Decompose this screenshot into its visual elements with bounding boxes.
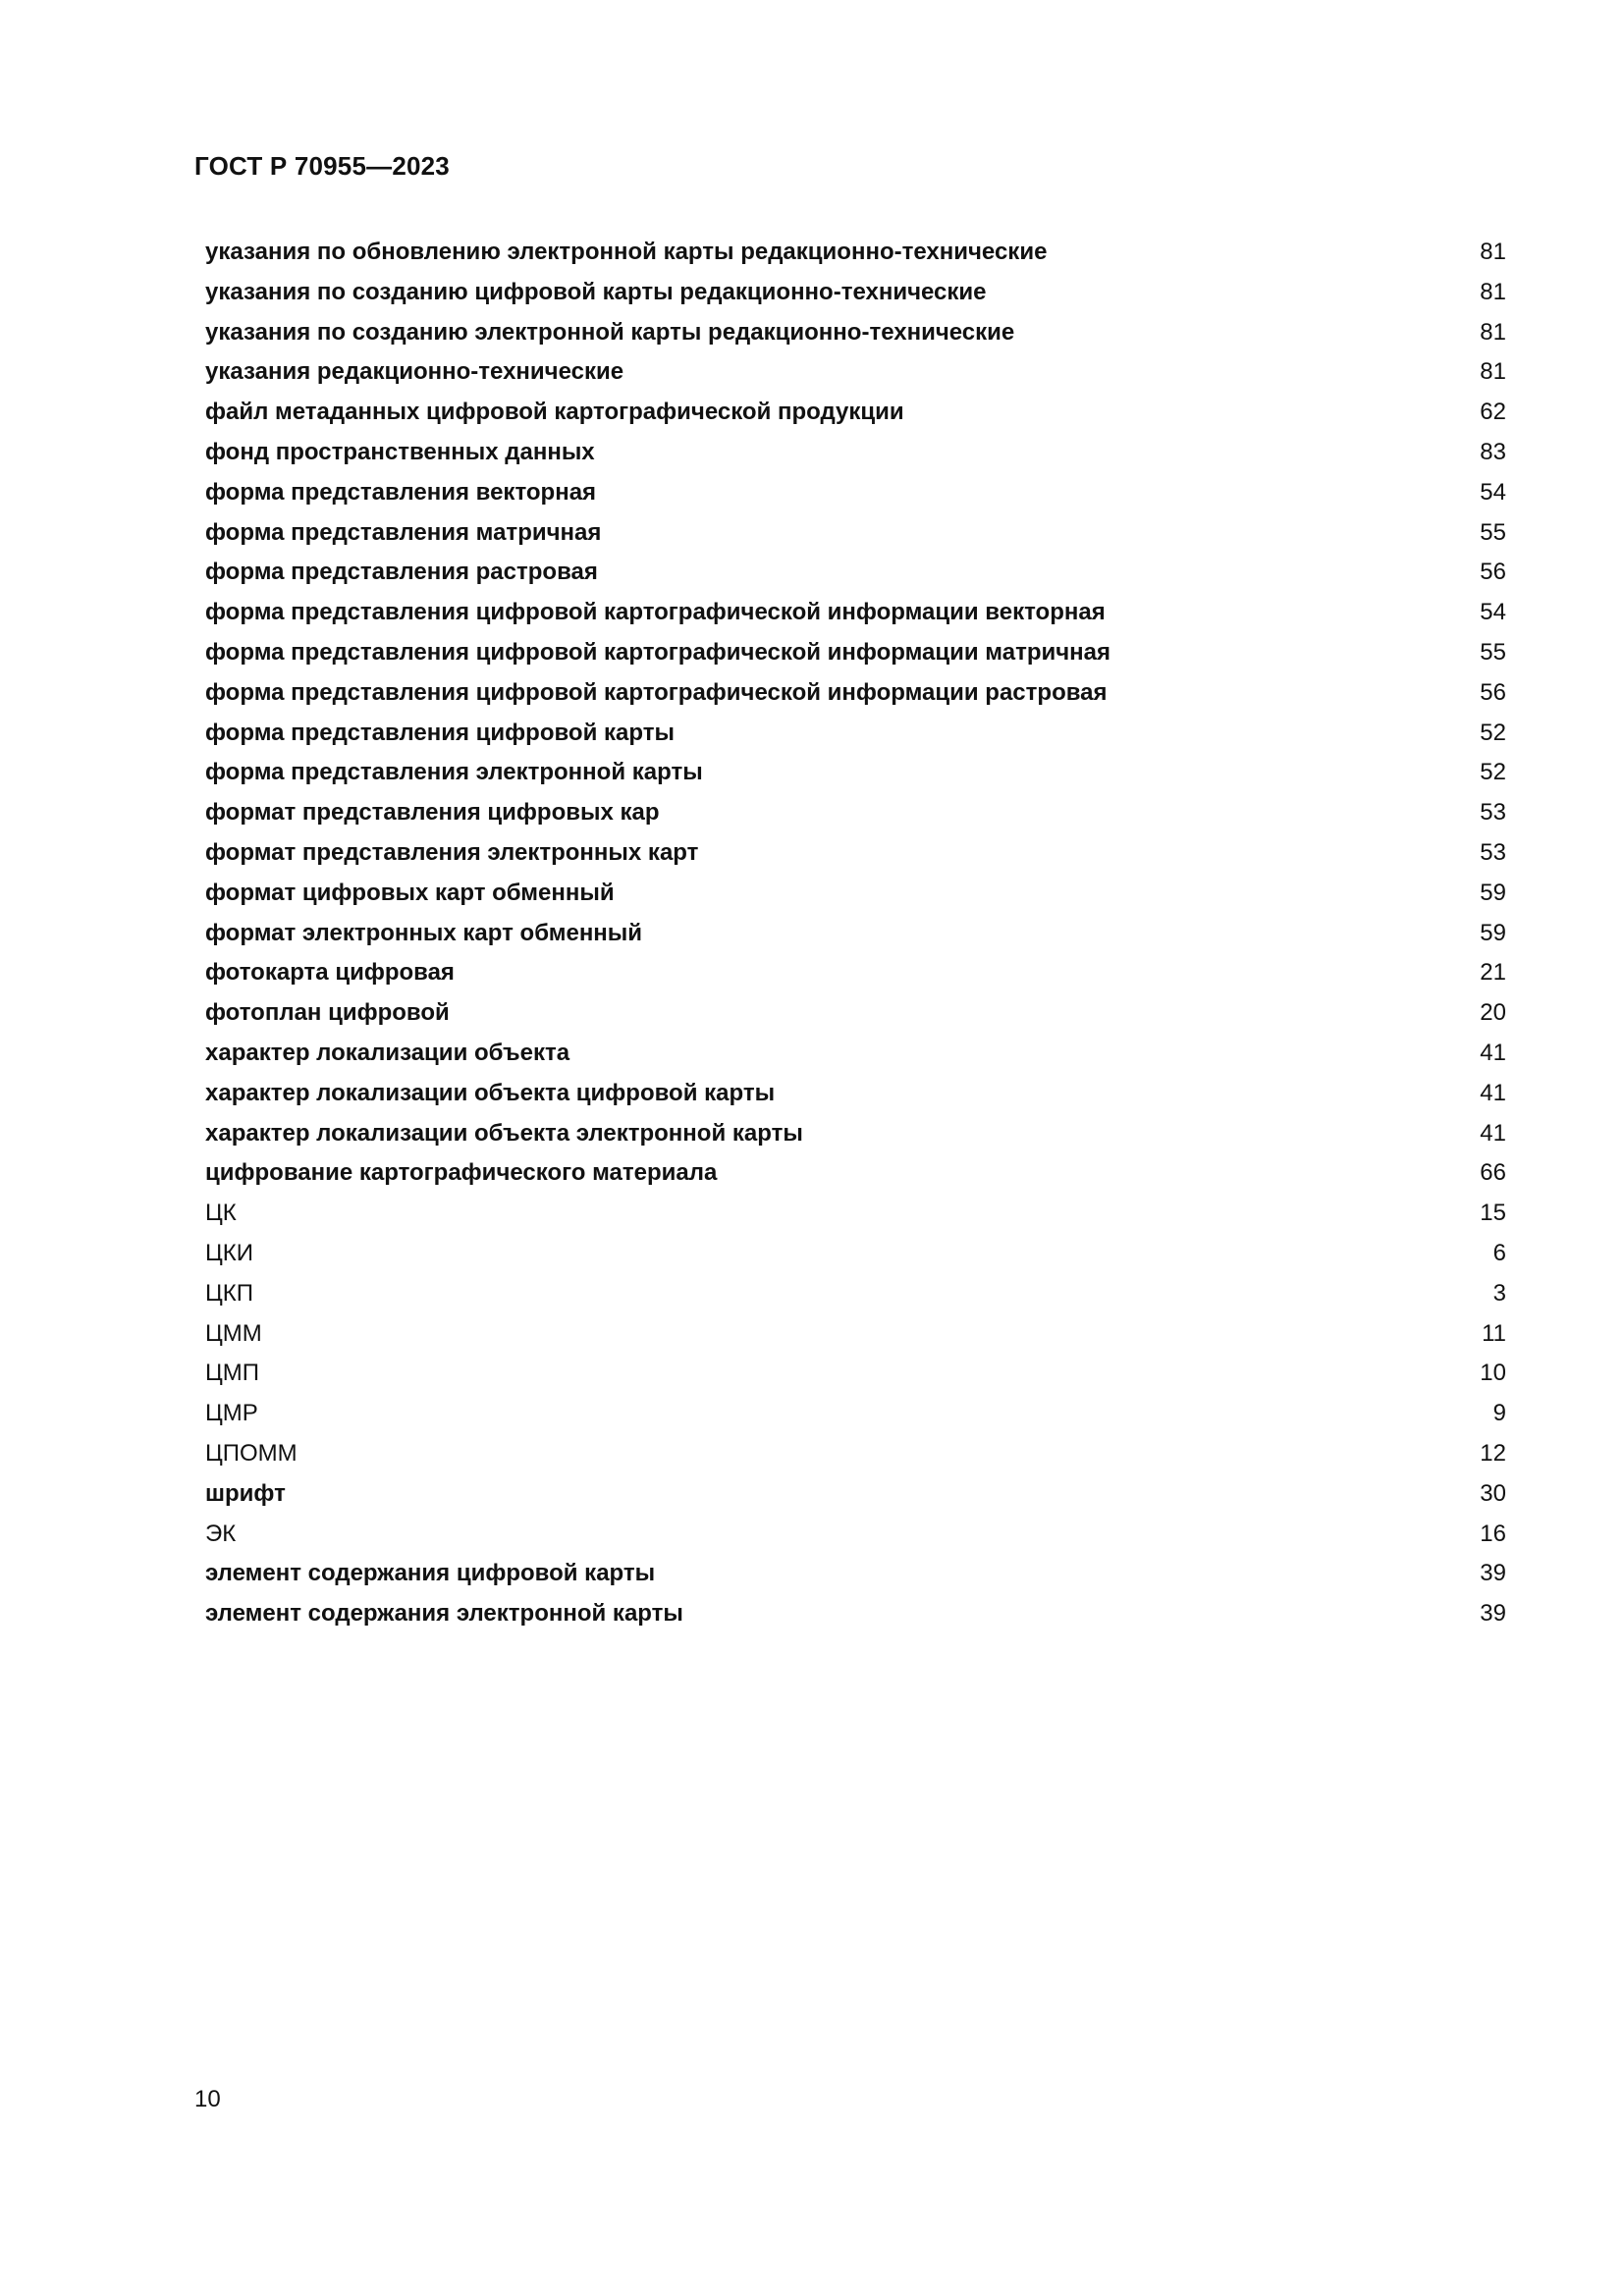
index-entry xyxy=(205,637,1506,677)
index-entry xyxy=(205,557,1506,597)
index-page-ref: 20 xyxy=(1480,999,1506,1027)
index-term: указания по созданию электронной карты редакционно-технические xyxy=(205,318,1015,346)
index-term: характер локализации объекта электронной карты xyxy=(205,1119,803,1147)
index-entry xyxy=(205,1438,1506,1478)
index-entry xyxy=(205,1157,1506,1198)
index-page-ref: 39 xyxy=(1480,1560,1506,1587)
index-entry xyxy=(205,517,1506,558)
index-page-ref: 10 xyxy=(1480,1360,1506,1387)
index-page-ref: 11 xyxy=(1482,1319,1506,1347)
index-entry xyxy=(205,878,1506,918)
index-term: шрифт xyxy=(205,1479,286,1507)
index-entry xyxy=(205,1238,1506,1278)
index-page-ref: 54 xyxy=(1480,478,1506,506)
index-term: ЭК xyxy=(205,1520,237,1547)
index-page-ref: 62 xyxy=(1480,399,1506,426)
index-term: ЦПОММ xyxy=(205,1439,298,1467)
index-page-ref: 3 xyxy=(1492,1279,1506,1307)
page-number: 10 xyxy=(194,2086,221,2112)
index-entry xyxy=(205,997,1506,1038)
index-page-ref: 83 xyxy=(1480,438,1506,465)
index-entry xyxy=(205,757,1506,797)
index-entry xyxy=(205,718,1506,758)
index-entry xyxy=(205,437,1506,477)
index-term: форма представления цифровой картографической информации растровая xyxy=(205,678,1108,706)
index-entry xyxy=(205,1519,1506,1559)
index-entry xyxy=(205,397,1506,437)
index-entry xyxy=(205,597,1506,637)
index-page-ref: 41 xyxy=(1480,1079,1506,1106)
index-entry xyxy=(205,1118,1506,1158)
index-entry xyxy=(205,797,1506,837)
index-term: фотоплан цифровой xyxy=(205,999,450,1027)
index-page-ref: 66 xyxy=(1480,1159,1506,1187)
index-term: формат представления цифровых кар xyxy=(205,799,660,827)
index-term: элемент содержания цифровой карты xyxy=(205,1560,656,1587)
index-term: указания по созданию цифровой карты редакционно-технические xyxy=(205,278,987,305)
index-entry xyxy=(205,1318,1506,1359)
index-term: файл метаданных цифровой картографической продукции xyxy=(205,399,904,426)
index-entry xyxy=(205,957,1506,997)
index-term: форма представления матричная xyxy=(205,518,602,546)
alphabetical-index-list xyxy=(205,237,1506,1638)
index-term: указания редакционно-технические xyxy=(205,358,624,386)
index-term: форма представления векторная xyxy=(205,478,597,506)
index-page-ref: 39 xyxy=(1480,1600,1506,1628)
index-entry xyxy=(205,277,1506,317)
index-page-ref: 56 xyxy=(1480,559,1506,586)
index-page-ref: 41 xyxy=(1480,1119,1506,1147)
index-term: форма представления цифровой карты xyxy=(205,719,675,746)
index-page-ref: 15 xyxy=(1480,1200,1506,1227)
index-term: ЦКП xyxy=(205,1279,253,1307)
index-page-ref: 9 xyxy=(1492,1400,1506,1427)
index-term: форма представления электронной карты xyxy=(205,759,703,786)
index-entry xyxy=(205,356,1506,397)
index-term: характер локализации объекта xyxy=(205,1039,570,1066)
index-entry xyxy=(205,1078,1506,1118)
index-term: фотокарта цифровая xyxy=(205,959,455,987)
index-term: элемент содержания электронной карты xyxy=(205,1600,683,1628)
index-term: цифрование картографического материала xyxy=(205,1159,718,1187)
index-term: ЦМП xyxy=(205,1360,259,1387)
index-term: ЦК xyxy=(205,1200,237,1227)
index-page-ref: 59 xyxy=(1480,919,1506,946)
index-page-ref: 16 xyxy=(1480,1520,1506,1547)
index-page-ref: 59 xyxy=(1480,879,1506,906)
index-term: формат цифровых карт обменный xyxy=(205,879,615,906)
index-entry xyxy=(205,1278,1506,1318)
index-entry xyxy=(205,317,1506,357)
index-entry xyxy=(205,1478,1506,1519)
index-term: ЦМР xyxy=(205,1400,258,1427)
document-header: ГОСТ Р 70955—2023 xyxy=(194,151,450,181)
index-entry xyxy=(205,1598,1506,1638)
index-term: форма представления цифровой картографической информации матричная xyxy=(205,638,1111,666)
index-page-ref: 41 xyxy=(1480,1039,1506,1066)
index-term: ЦММ xyxy=(205,1319,262,1347)
index-term: формат представления электронных карт xyxy=(205,838,699,866)
index-term: форма представления цифровой картографической информации векторная xyxy=(205,599,1106,626)
index-page-ref: 30 xyxy=(1480,1479,1506,1507)
index-page-ref: 53 xyxy=(1480,799,1506,827)
index-page-ref: 21 xyxy=(1480,959,1506,987)
index-term: указания по обновлению электронной карты редакционно-технические xyxy=(205,239,1048,265)
index-entry xyxy=(205,837,1506,878)
index-page-ref: 81 xyxy=(1480,239,1506,265)
index-entry xyxy=(205,1198,1506,1238)
index-page-ref: 54 xyxy=(1480,599,1506,626)
index-entry xyxy=(205,1038,1506,1078)
index-page-ref: 12 xyxy=(1480,1439,1506,1467)
index-entry xyxy=(205,677,1506,718)
index-page-ref: 52 xyxy=(1480,759,1506,786)
index-page-ref: 6 xyxy=(1492,1239,1506,1266)
index-entry xyxy=(205,1558,1506,1598)
index-page-ref: 53 xyxy=(1480,838,1506,866)
index-entry xyxy=(205,1358,1506,1398)
index-page-ref: 81 xyxy=(1480,278,1506,305)
index-term: формат электронных карт обменный xyxy=(205,919,643,946)
index-page-ref: 55 xyxy=(1480,638,1506,666)
index-page-ref: 52 xyxy=(1480,719,1506,746)
index-term: форма представления растровая xyxy=(205,559,598,586)
index-page-ref: 56 xyxy=(1480,678,1506,706)
index-page-ref: 55 xyxy=(1480,518,1506,546)
index-page-ref: 81 xyxy=(1480,358,1506,386)
index-entry xyxy=(205,1398,1506,1438)
index-term: ЦКИ xyxy=(205,1239,253,1266)
index-entry xyxy=(205,918,1506,958)
index-entry xyxy=(205,237,1506,277)
index-entry xyxy=(205,477,1506,517)
index-term: характер локализации объекта цифровой карты xyxy=(205,1079,776,1106)
index-term: фонд пространственных данных xyxy=(205,438,595,465)
index-page-ref: 81 xyxy=(1480,318,1506,346)
